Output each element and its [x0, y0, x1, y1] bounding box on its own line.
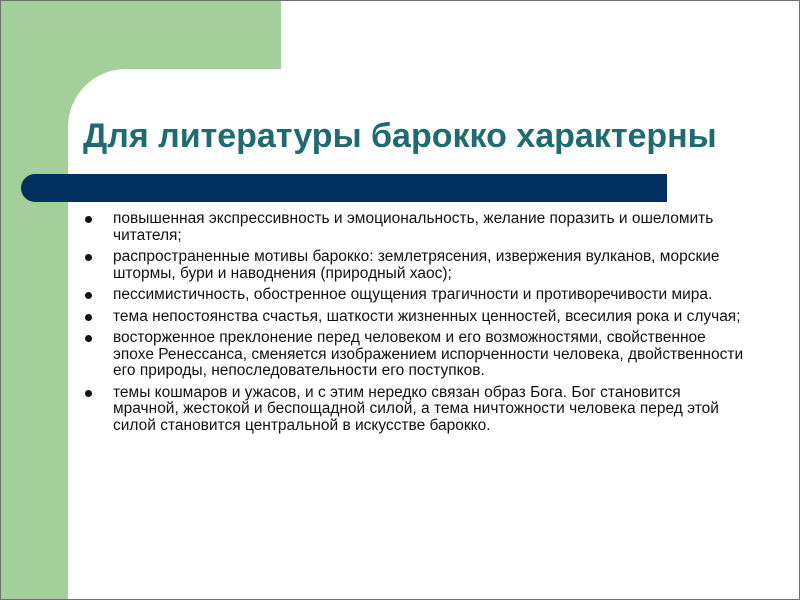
bullet-item: [85, 287, 745, 304]
bullet-dot-icon: [85, 390, 92, 397]
bullet-text: пессимистичность, обостренное ощущения трагичности и противоречивости мира.: [113, 286, 713, 303]
bullet-item: [85, 211, 745, 244]
bullet-item: [85, 249, 745, 282]
bullet-dot-icon: [85, 292, 92, 299]
bullet-text: повышенная экспрессивность и эмоциональность, желание поразить и ошеломить читателя;: [113, 210, 714, 244]
slide-title: Для литературы барокко характерны: [83, 117, 717, 155]
bullet-text: темы кошмаров и ужасов, и с этим нередко связан образ Бога. Бог становится мрачной, жестокой и беспощадной силой, а тема ничтожности человека перед этой силой становится центральной в искусстве барокко.: [113, 383, 719, 434]
bullet-list: [85, 211, 745, 439]
title-underline-bar: [21, 174, 667, 202]
bullet-dot-icon: [85, 335, 92, 342]
bullet-dot-icon: [85, 216, 92, 223]
bullet-item: [85, 330, 745, 380]
bullet-text: распространенные мотивы барокко: землетрясения, извержения вулканов, морские штормы, бури и наводнения (природный хаос);: [113, 248, 720, 282]
bullet-item: [85, 385, 745, 435]
bullet-item: [85, 309, 745, 326]
bullet-dot-icon: [85, 254, 92, 261]
bullet-dot-icon: [85, 314, 92, 321]
bullet-text: тема непостоянства счастья, шаткости жизненных ценностей, всесилия рока и случая;: [113, 307, 741, 325]
bullet-text: восторженное преклонение перед человеком и его возможностями, свойственное эпохе Ренессанса, сменяется изображением испорченности человека, двойственности его природы, непоследовательности его поступков.: [113, 329, 744, 379]
